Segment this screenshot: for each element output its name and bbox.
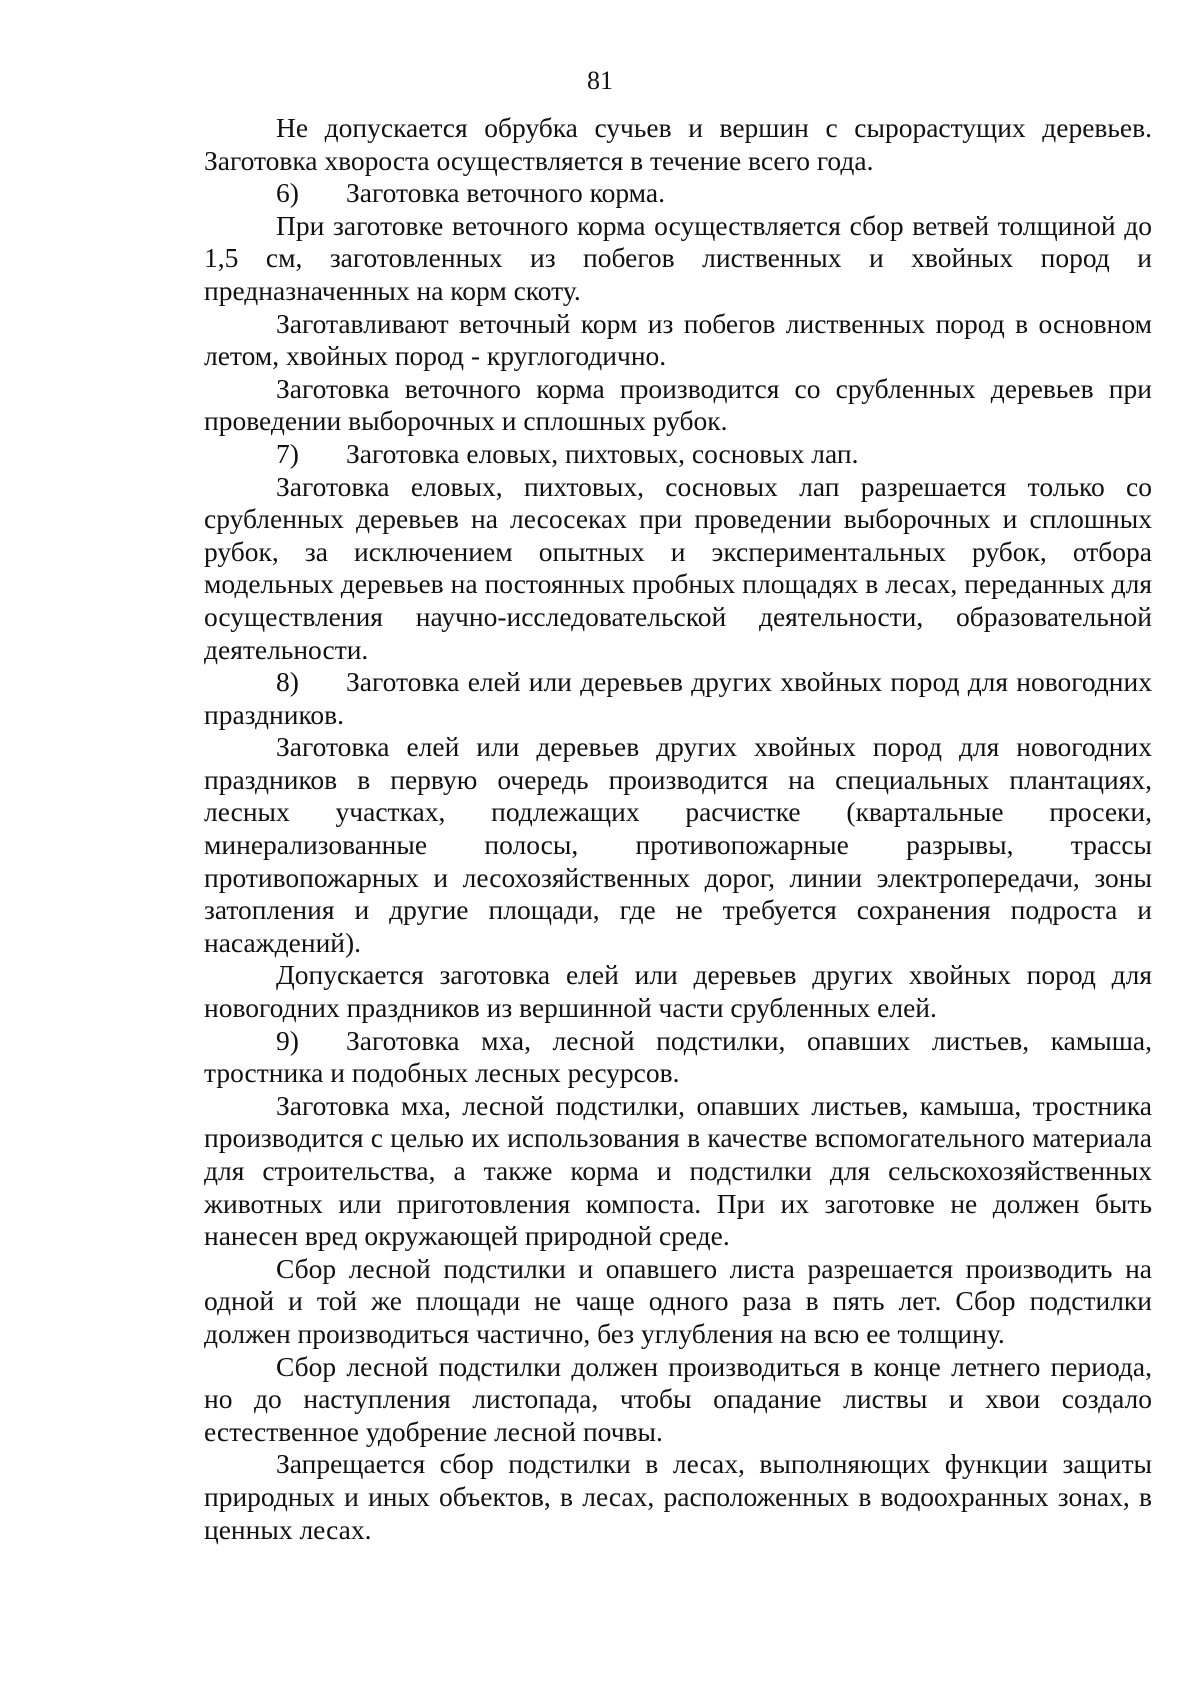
paragraph: При заготовке веточного корма осуществляется сбор ветвей толщиной до 1,5 см, заготовленных из побегов лиственных и хвойных пород и предназначенных на корм скоту.: [204, 209, 1152, 306]
item-heading-text: Заготовка мха, лесной подстилки, опавших листьев, камыша, тростника и подобных лесных ресурсов.: [204, 1024, 1152, 1089]
item-number: 9): [276, 1024, 299, 1056]
paragraph: Допускается заготовка елей или деревьев других хвойных пород для новогодних праздников из вершинной части срубленных елей.: [204, 959, 1152, 1024]
paragraph: Сбор лесной подстилки должен производиться в конце летнего периода, но до наступления листопада, чтобы опадание листвы и хвои создало естественное удобрение лесной почвы.: [204, 1350, 1152, 1447]
paragraph: Сбор лесной подстилки и опавшего листа разрешается производить на одной и той же площади не чаще одного раза в пять лет. Сбор подстилки должен производиться частично, без углубления на всю ее толщину.: [204, 1252, 1152, 1349]
item-heading-text: Заготовка веточного корма.: [346, 177, 665, 209]
paragraph: Заготовка веточного корма производится со срубленных деревьев при проведении выборочных и сплошных рубок.: [204, 372, 1152, 437]
paragraph: Заготовка елей или деревьев других хвойных пород для новогодних праздников в первую очередь производится на специальных плантациях, лесных участках, подлежащих расчистке (квартальные просеки, минерализованные полосы, противопожарные разрывы, трассы противопожарных и лесохозяйственных дорог, линии электропередачи, зоны затопления и другие площади, где не требуется сохранения подроста и насаждений).: [204, 731, 1152, 958]
item-heading-text: Заготовка еловых, пихтовых, сосновых лап.: [346, 437, 859, 469]
item-number: 6): [276, 177, 299, 209]
paragraph: Не допускается обрубка сучьев и вершин с сырорастущих деревьев. Заготовка хвороста осуществляется в течение всего года.: [204, 112, 1152, 176]
paragraph: Заготавливают веточный корм из побегов лиственных пород в основном летом, хвойных пород - круглогодично.: [204, 307, 1152, 372]
item-number: 8): [276, 666, 299, 698]
numbered-item-heading: [204, 438, 1152, 471]
numbered-item-heading: [204, 177, 1152, 210]
page-number: 81: [587, 66, 613, 95]
paragraph: Заготовка мха, лесной подстилки, опавших листьев, камыша, тростника производится с целью их использования в качестве вспомогательного материала для строительства, а также корма и подстилки для сельскохозяйственных животных или приготовления компоста. При их заготовке не должен быть нанесен вред окружающей природной среде.: [204, 1089, 1152, 1252]
item-heading-text: Заготовка елей или деревьев других хвойных пород для новогодних праздников.: [204, 666, 1152, 730]
item-number: 7): [276, 437, 299, 469]
paragraph: Запрещается сбор подстилки в лесах, выполняющих функции защиты природных и иных объектов, в лесах, расположенных в водоохранных зонах, в ценных лесах.: [204, 1448, 1152, 1545]
paragraph: Заготовка еловых, пихтовых, сосновых лап разрешается только со срубленных деревьев на лесосеках при проведении выборочных и сплошных рубок, за исключением опытных и экспериментальных рубок, отбора модельных деревьев на постоянных пробных площадях в лесах, переданных для осуществления научно-исследовательской деятельности, образовательной деятельности.: [204, 470, 1152, 665]
document-body: [204, 112, 1152, 1546]
numbered-item-heading: [204, 666, 1152, 731]
numbered-item-heading: [204, 1025, 1152, 1090]
